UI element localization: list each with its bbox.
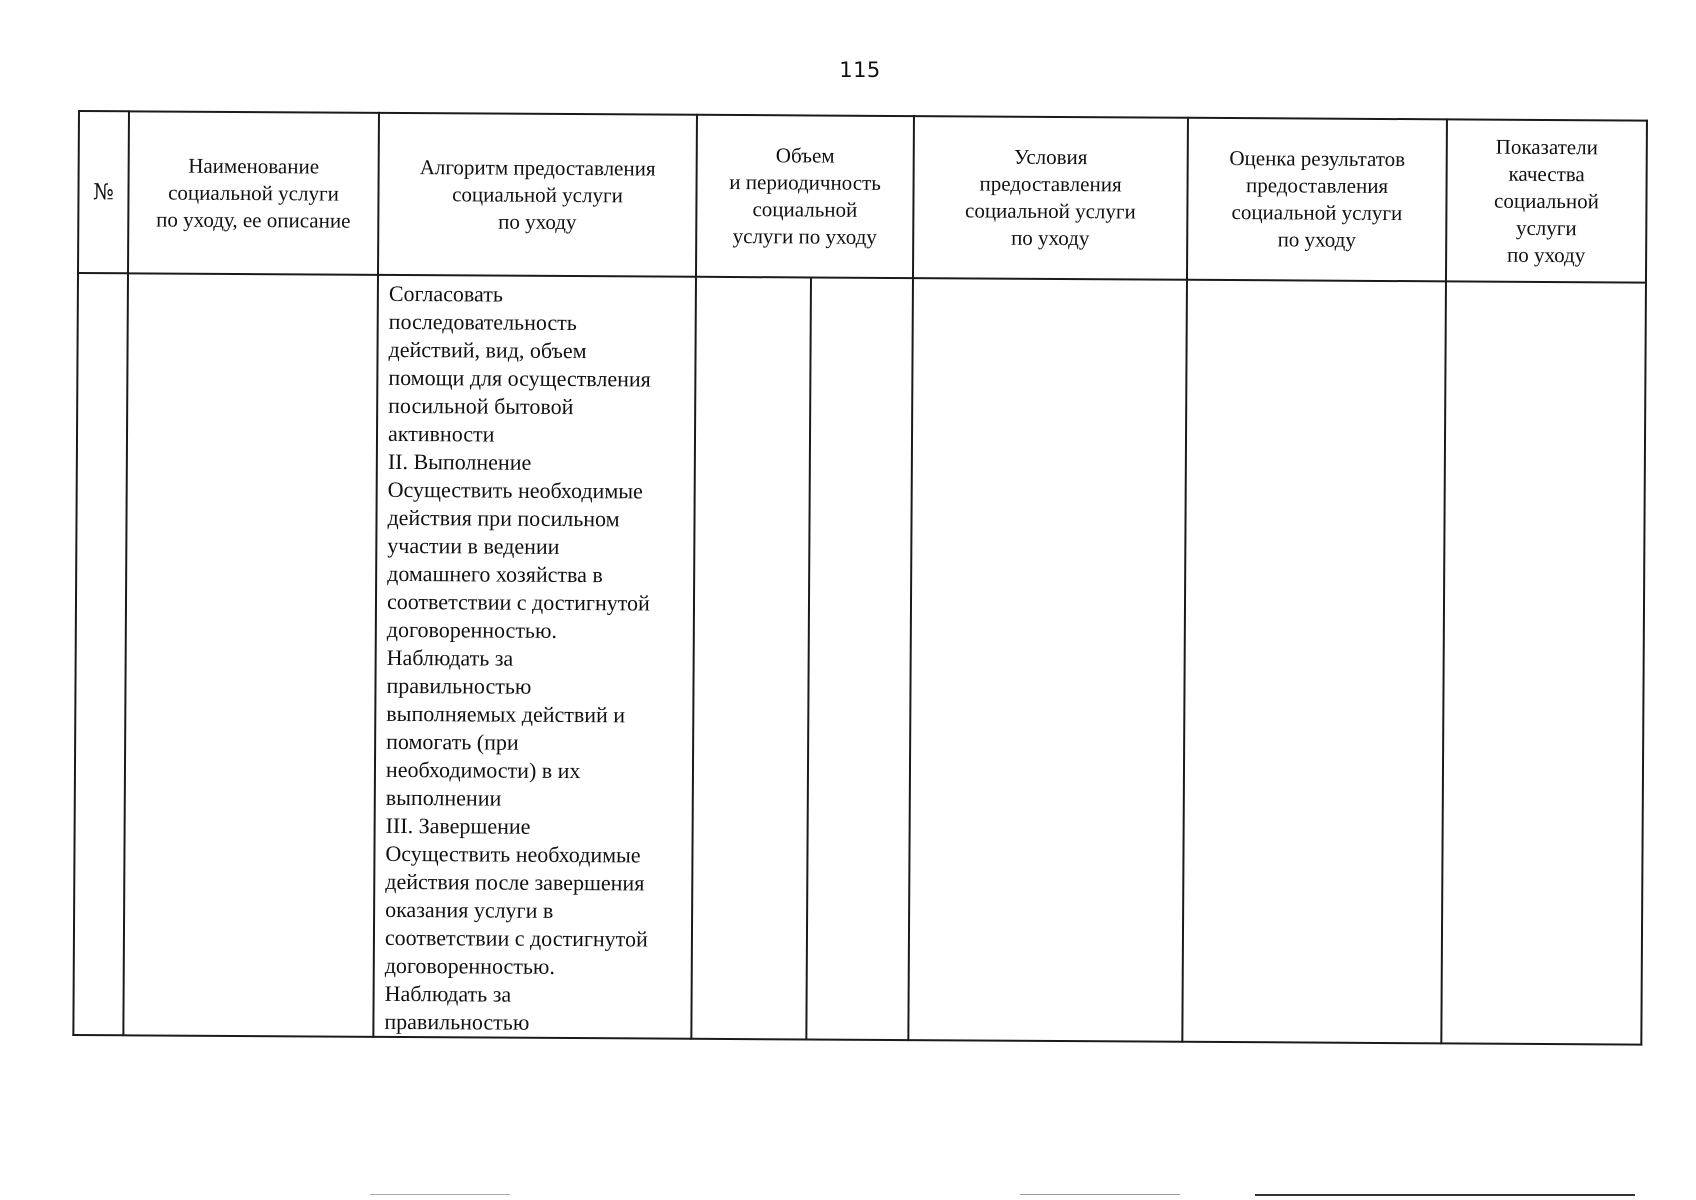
header-volume-periodicity: Объем и периодичность социальной услуги по уходу [696,115,914,278]
cell-algorithm: Согласовать последовательность действий, вид, объем помощи для осуществления посильной бытовой активности II. Выполнение Осуществить необходимые действия при посильном участии в ведении домашнего хозяйства в соответствии с достигнутой договоренностью. Наблюдать за правильностью выполняемых действий и помогать (при необходимости) в их выполнении III. Завершение Осуществить необходимые действия после завершения оказания услуги в соответствии с достигнутой договоренностью. Наблюдать за правильностью [373,275,696,1039]
header-algorithm: Алгоритм предоставления социальной услуги по уходу [378,113,697,277]
page-number: 115 [839,58,881,82]
cell-conditions [908,278,1187,1042]
cell-number [73,273,128,1035]
table-row [73,273,1646,1045]
scan-footer-marks [0,1192,1696,1200]
header-evaluation: Оценка результатов предоставления социальной услуги по уходу [1187,118,1447,282]
cell-service-name [123,273,378,1037]
cell-volume-b [806,277,913,1040]
cell-evaluation [1182,280,1446,1044]
service-table [72,110,1648,1046]
scan-line [1255,1194,1635,1196]
cell-quality [1441,281,1646,1044]
scan-line [370,1194,510,1195]
header-conditions: Условия предоставления социальной услуги по уходу [913,116,1188,280]
table-header-row [78,111,1647,283]
header-quality-indicators: Показатели качества социальной услуги по уходу [1446,119,1647,282]
header-number: № [78,111,129,273]
scan-line [1020,1194,1180,1195]
header-service-name: Наименование социальной услуги по уходу, ее описание [128,111,379,275]
cell-volume-a [691,277,811,1040]
